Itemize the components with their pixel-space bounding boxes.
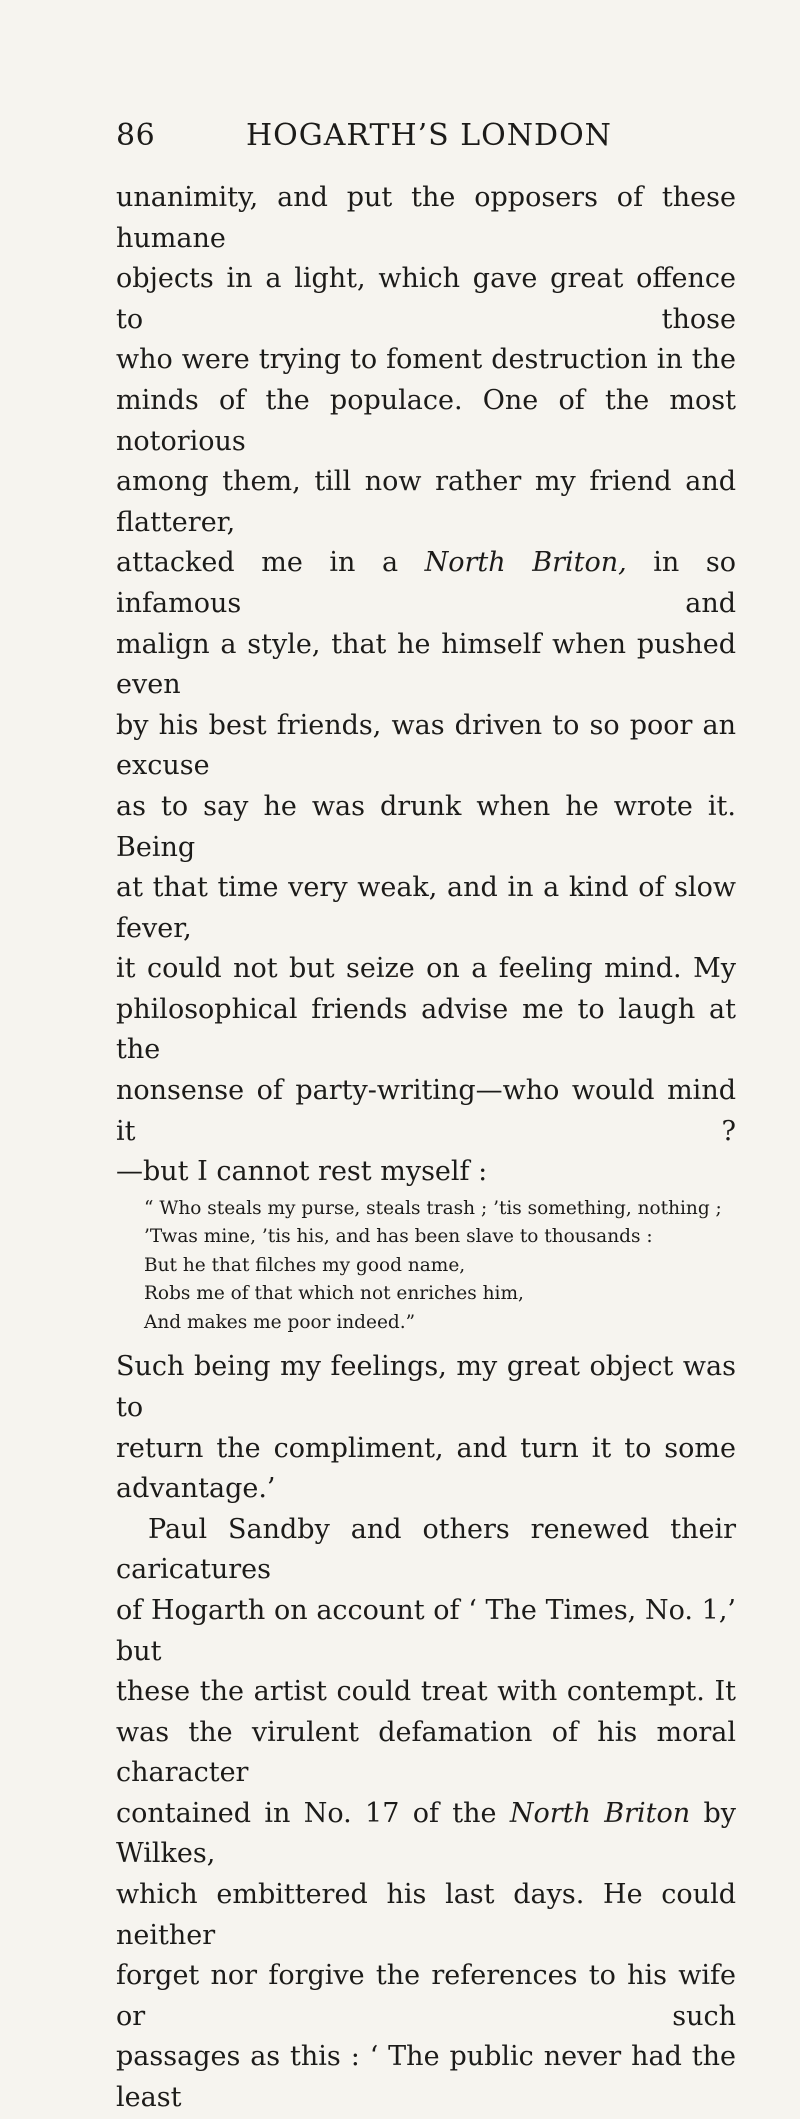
text-line: at that time very weak, and in a kind of slow fever,	[116, 872, 736, 944]
quote-line: Robs me of that which not enriches him,	[144, 1283, 524, 1305]
paragraph-3	[116, 1510, 736, 2119]
text-line: objects in a light, which gave great offence to those	[116, 263, 736, 335]
text-line-with-italic	[116, 1794, 736, 1875]
text-segment: contained in No. 17 of the	[116, 1797, 510, 1829]
paragraph-2	[116, 1347, 736, 1509]
text-line: nonsense of party-writing—who would mind it ?	[116, 1075, 736, 1147]
text-line-with-italic	[116, 543, 736, 624]
text-line: Paul Sandby and others renewed their caricatures	[116, 1513, 736, 1586]
quote-line: “ Who steals my purse, steals trash ; ’tis something, nothing ;	[144, 1197, 722, 1219]
text-line: minds of the populace. One of the most notorious	[116, 384, 736, 457]
verse-quotation	[144, 1195, 736, 1338]
text-line: was the virulent defamation of his moral character	[116, 1716, 736, 1789]
text-line: these the artist could treat with contempt. It	[116, 1676, 736, 1708]
text-line: it could not but seize on a feeling mind. My	[116, 953, 736, 985]
text-line: passages as this : ‘ The public never had the least	[116, 2041, 736, 2114]
italic-title: North Briton	[509, 1797, 691, 1829]
text-line: return the compliment, and turn it to some	[116, 1432, 736, 1464]
quote-line: And makes me poor indeed.”	[144, 1311, 416, 1333]
text-line: malign a style, that he himself when pushed even	[116, 628, 736, 701]
quote-line: But he that filches my good name,	[144, 1254, 466, 1276]
text-segment: attacked me in a	[116, 547, 425, 579]
text-line: unanimity, and put the opposers of these humane	[116, 182, 736, 254]
quote-line: ’Twas mine, ’tis his, and has been slave to thousands :	[144, 1226, 653, 1248]
body-text	[116, 178, 736, 2119]
text-line: philosophical friends advise me to laugh at the	[116, 993, 736, 1066]
text-line: among them, till now rather my friend and flatterer,	[116, 466, 736, 538]
text-line: by his best friends, was driven to so poor an excuse	[116, 709, 736, 782]
text-line: —but I cannot rest myself :	[116, 1156, 488, 1188]
italic-title: North Briton,	[424, 547, 627, 579]
text-line: advantage.’	[116, 1473, 276, 1505]
paragraph-1	[116, 178, 736, 1193]
text-line: forget nor forgive the references to his wife or such	[116, 1960, 736, 2032]
text-line: as to say he was drunk when he wrote it. Being	[116, 790, 736, 863]
text-line: of Hogarth on account of ‘ The Times, No. 1,’ but	[116, 1594, 736, 1667]
page-number: 86	[116, 118, 156, 153]
text-segment: in so infamous and	[116, 547, 736, 619]
running-head	[116, 116, 736, 156]
text-line: Such being my feelings, my great object was to	[116, 1351, 736, 1423]
text-line: which embittered his last days. He could neither	[116, 1879, 736, 1951]
running-title: HOGARTH’S LONDON	[246, 118, 612, 153]
text-segment: by Wilkes,	[116, 1797, 736, 1870]
text-line: who were trying to foment destruction in the	[116, 344, 736, 376]
